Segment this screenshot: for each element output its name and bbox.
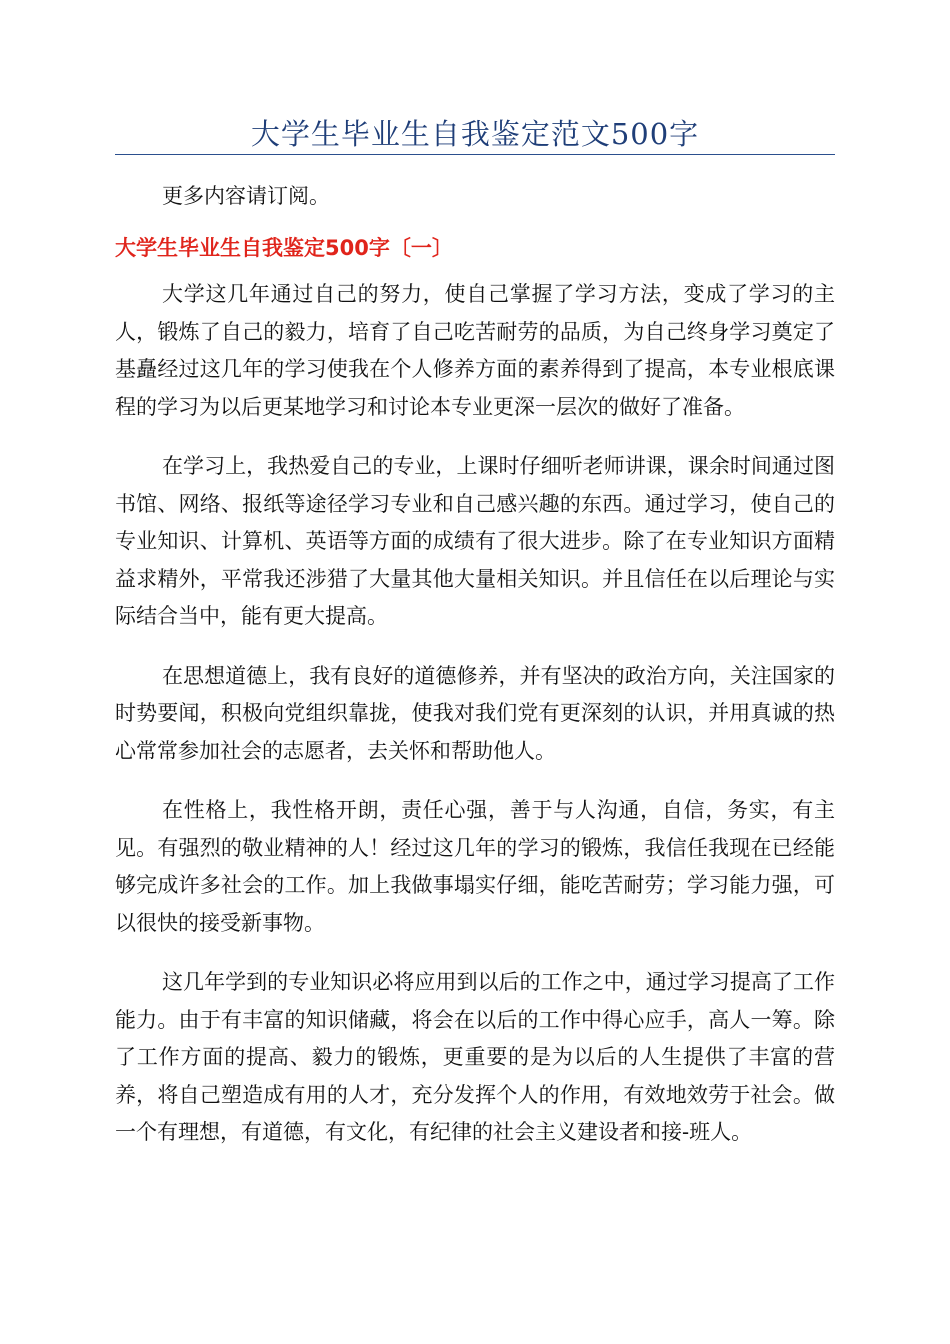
title-underline <box>115 154 835 155</box>
paragraph-1: 大学这几年通过自己的努力，使自己掌握了学习方法，变成了学习的主人，锻炼了自己的毅力，培育了自己吃苦耐劳的品质，为自己终身学习奠定了基矗经过这几年的学习使我在个人修养方面的素养得到了提高，本专业根底课程的学习为以后更某地学习和讨论本专业更深一层次的做好了准备。 <box>115 282 835 419</box>
paragraph-4: 在性格上，我性格开朗，责任心强，善于与人沟通，自信，务实，有主见。有强烈的敬业精神的人！经过这几年的学习的锻炼，我信任我现在已经能够完成许多社会的工作。加上我做事塌实仔细，能吃苦耐劳；学习能力强，可以很快的接受新事物。 <box>115 798 835 935</box>
subscribe-notice: 更多内容请订阅。 <box>162 184 330 208</box>
paragraph-3: 在思想道德上，我有良好的道德修养，并有坚决的政治方向，关注国家的时势要闻，积极向党组织靠拢，使我对我们党有更深刻的认识，并用真诚的热心常常参加社会的志愿者，去关怀和帮助他人。 <box>115 663 835 763</box>
paragraph-5: 这几年学到的专业知识必将应用到以后的工作之中，通过学习提高了工作能力。由于有丰富的知识储藏，将会在以后的工作中得心应手，高人一筹。除了工作方面的提高、毅力的锻炼，更重要的是为以后的人生提供了丰富的营养，将自己塑造成有用的人才，充分发挥个人的作用，有效地效劳于社会。做一个有理想，有道德，有文化，有纪律的社会主义建设者和接-班人。 <box>115 970 835 1144</box>
document-title: 大学生毕业生自我鉴定范文500字 <box>250 117 700 151</box>
body-text <box>115 276 835 1174</box>
section-heading: 大学生毕业生自我鉴定500字〔一〕 <box>115 236 453 260</box>
paragraph-2: 在学习上，我热爱自己的专业，上课时仔细听老师讲课，课余时间通过图书馆、网络、报纸等途径学习专业和自己感兴趣的东西。通过学习，使自己的专业知识、计算机、英语等方面的成绩有了很大进步。除了在专业知识方面精益求精外，平常我还涉猎了大量其他大量相关知识。并且信任在以后理论与实际结合当中，能有更大提高。 <box>115 454 835 628</box>
